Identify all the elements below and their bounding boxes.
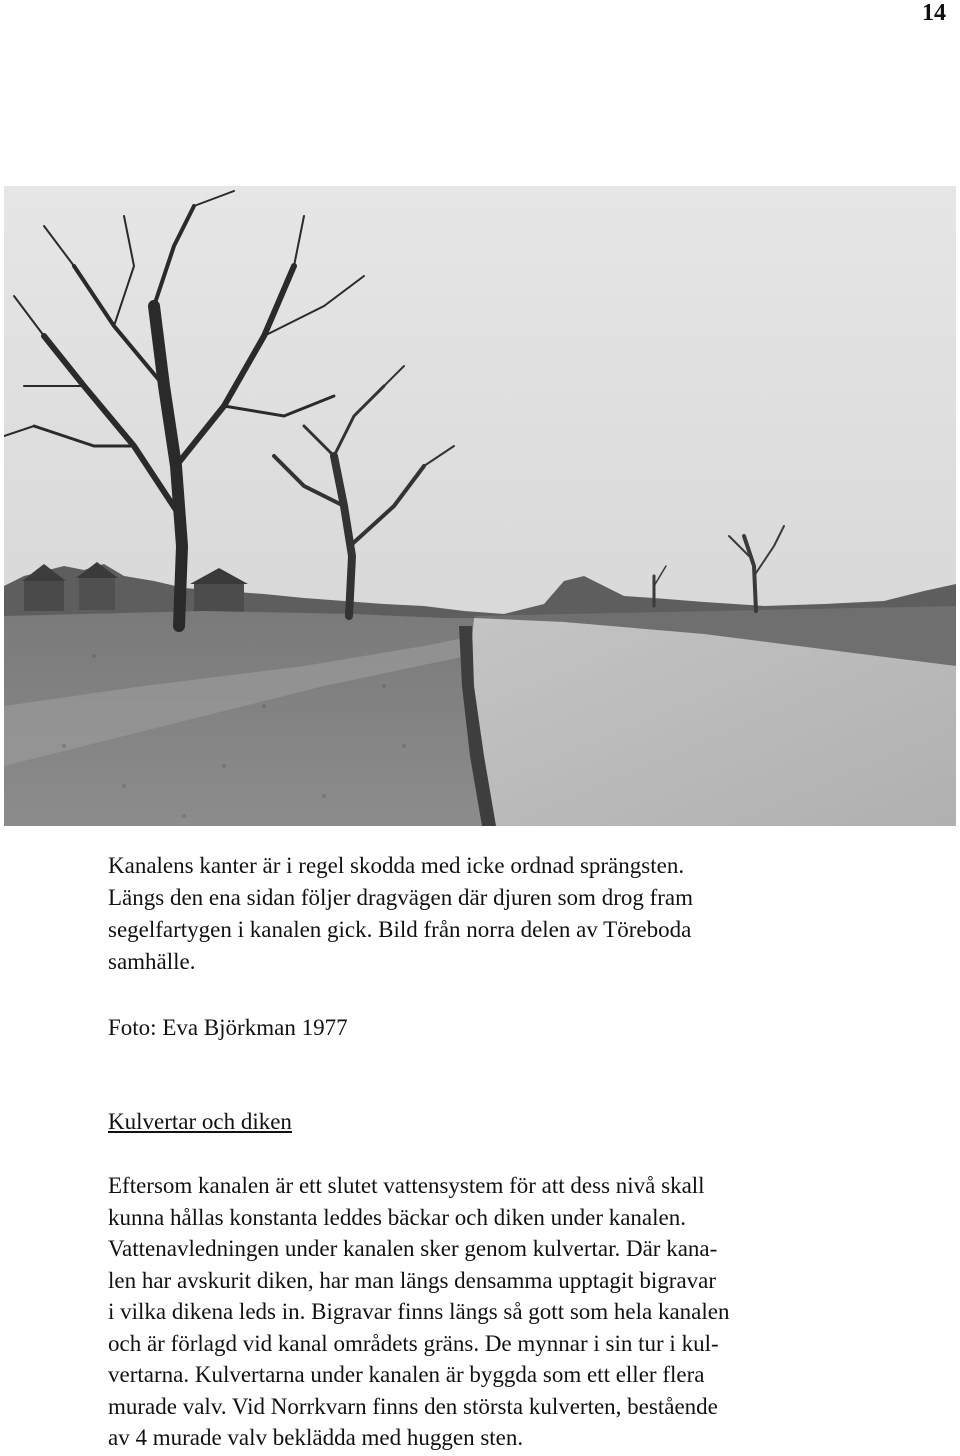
caption-line: samhälle. <box>108 949 196 974</box>
caption-line: Längs den ena sidan följer dragvägen där djuren som drog fram <box>108 885 694 910</box>
body-line: vertarna. Kulvertarna under kanalen är byggda som ett eller flera <box>108 1362 705 1387</box>
body-line: len har avskurit diken, har man längs densamma upptagit bigravar <box>108 1267 717 1293</box>
page-number: 14 <box>922 0 946 26</box>
body-line: kunna hållas konstanta leddes bäckar och diken under kanalen. <box>108 1204 686 1230</box>
body-line: Eftersom kanalen är ett slutet vattensystem för att dess nivå skall <box>108 1173 705 1198</box>
section-body <box>108 1170 853 1454</box>
canal-photo <box>4 186 956 826</box>
photo-credit: Foto: Eva Björkman 1977 <box>108 1015 348 1040</box>
photo-caption <box>108 850 868 978</box>
body-line: Vattenavledningen under kanalen sker genom kulvertar. Där kana- <box>108 1236 718 1261</box>
section-heading: Kulvertar och diken <box>108 1109 292 1134</box>
body-line: och är förlagd vid kanal områdets gräns. De mynnar i sin tur i kul- <box>108 1330 719 1356</box>
body-line: i vilka dikena leds in. Bigravar finns längs så gott som hela kanalen <box>108 1299 730 1324</box>
body-line: murade valv. Vid Norrkvarn finns den största kulverten, bestående <box>108 1393 718 1419</box>
body-line: av 4 murade valv beklädda med huggen sten. <box>108 1425 524 1450</box>
caption-line: segelfartygen i kanalen gick. Bild från norra delen av Töreboda <box>108 917 692 942</box>
canal-landscape-photo <box>4 186 956 826</box>
caption-line: Kanalens kanter är i regel skodda med icke ordnad sprängsten. <box>108 853 685 878</box>
